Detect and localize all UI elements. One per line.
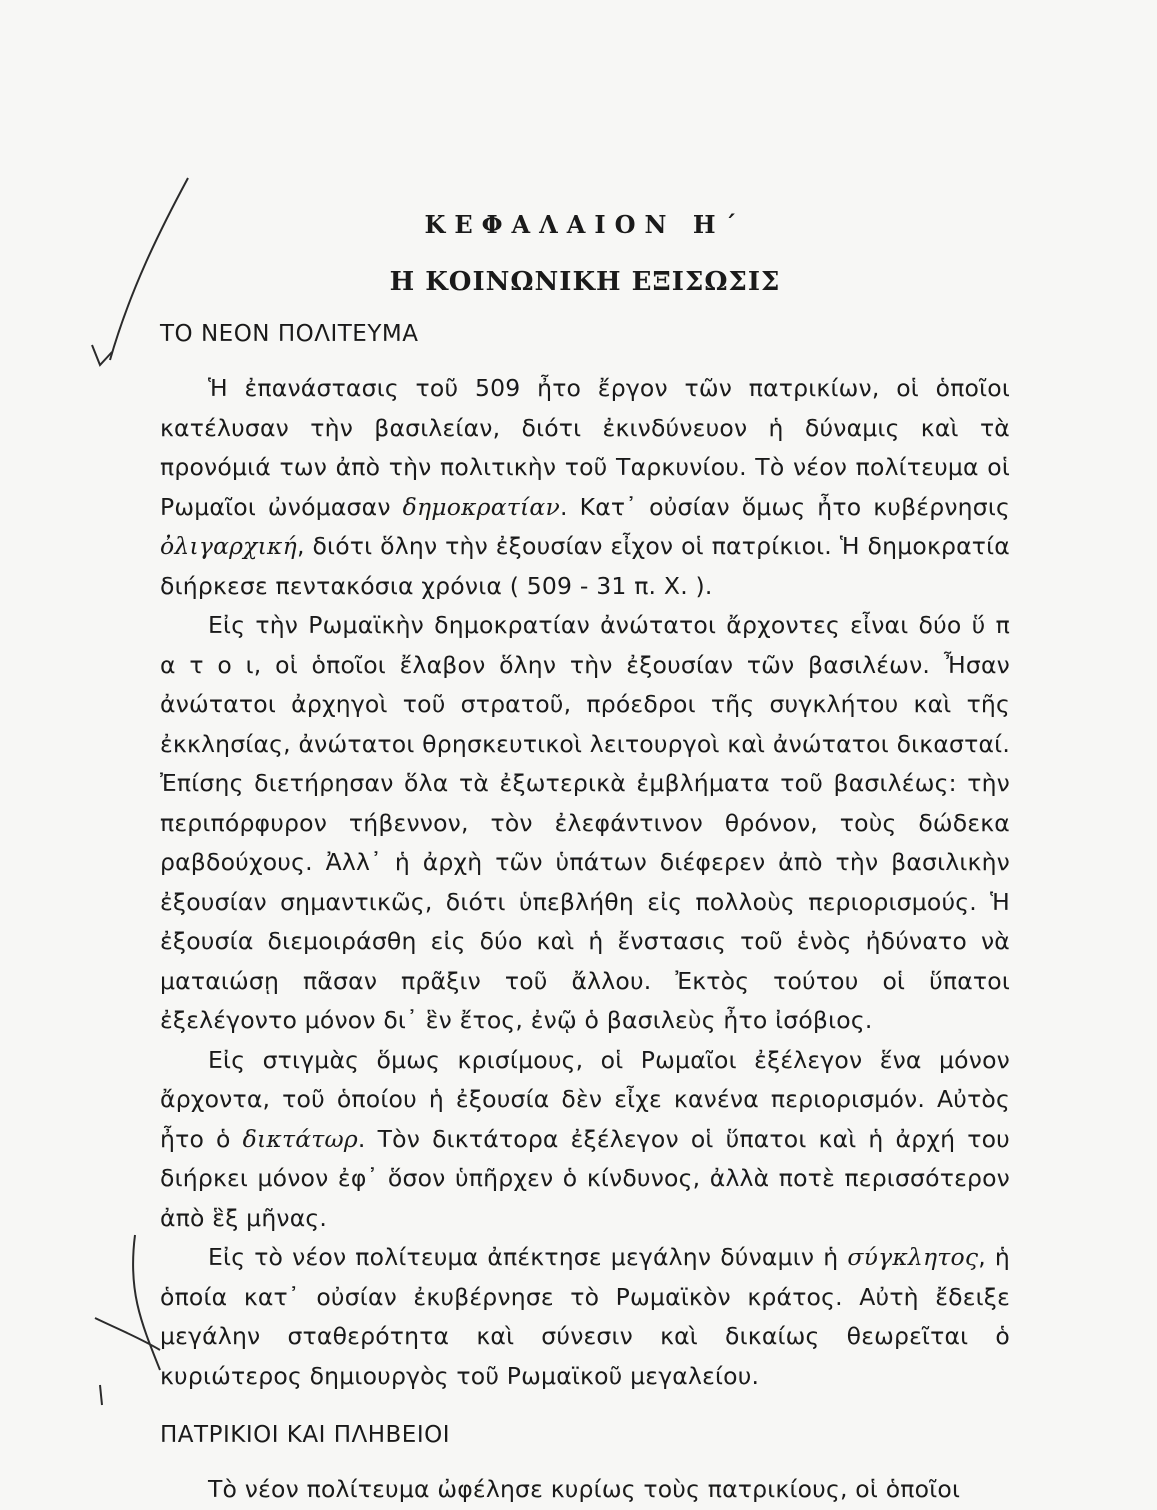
italic-term: δικτάτωρ: [242, 1124, 358, 1153]
italic-term: ὀλιγαρχική: [160, 532, 297, 560]
text-run: . Τὸν δικτάτορα ἐξέλεγον οἱ ὕπατοι καὶ ἡ ἀρχή του διήρκει μόνον ἐφ᾽ ὅσον ὑπῆρχεν ὁ κίνδυνος, ἀλλὰ ποτὲ περισσότερον ἀπὸ ἓξ μῆνας.: [160, 1124, 1010, 1232]
pencil-stroke-top: [110, 178, 188, 360]
chapter-title: Η ΚΟΙΝΩΝΙΚΗ ΕΞΙΣΩΣΙΣ: [389, 267, 781, 297]
text-run: , διότι ὅλην τὴν ἐξουσίαν εἶχον οἱ πατρίκιοι. Ἡ δημοκρατία διήρκεσε πεντακόσια χρόνια ( 509 - 31 π. Χ. ).: [160, 532, 1010, 600]
pencil-tick-bottom: [100, 1385, 102, 1405]
text-run: . Κατ᾽ οὐσίαν ὅμως ἦτο κυβέρνησις: [559, 492, 1010, 521]
italic-term: δημοκρατίαν: [402, 492, 560, 521]
text-run: Εἰς τὸ νέον πολίτευμα ἀπέκτησε μεγάλην δύναμιν ἡ: [208, 1243, 848, 1271]
section-heading-patricians-plebeians: ΠΑΤΡΙΚΙΟΙ ΚΑΙ ΠΛΗΒΕΙΟΙ: [160, 1422, 451, 1448]
text-run: Εἰς τὴν Ρωμαϊκὴν δημοκρατίαν ἀνώτατοι ἄρχοντες εἶναι δύο ὕ π α τ ο ι, οἱ ὁποῖοι ἔλαβον ὅλην τὴν ἐξουσίαν τῶν βασιλέων. Ἦσαν ἀνώτατοι ἀρχηγοὶ τοῦ στρατοῦ, πρόεδροι τῆς συγκλήτου καὶ τῆς ἐκκλησίας, ἀνώτατοι θρησκευτικοὶ λειτουργοὶ καὶ ἀνώτατοι δικασταί. Ἐπίσης διετήρησαν ὅλα τὰ ἐξωτερικὰ ἐμβλήματα τοῦ βασιλέως: τὴν περιπόρφυρον τήβεννον, τὸν ἐλεφάντινον θρόνον, τοὺς δώδεκα ραβδούχους. Ἀλλ᾽ ἡ ἀρχὴ τῶν ὑπάτων διέφερεν ἀπὸ τὴν βασιλικὴν ἐξουσίαν σημαντικῶς, διότι ὑπεβλήθη εἰς πολλοὺς περιορισμούς. Ἡ ἐξουσία διεμοιράσθη εἰς δύο καὶ ἡ ἔνστασις τοῦ ἑνὸς ἠδύνατο νὰ ματαιώσῃ πᾶσαν πρᾶξιν τοῦ ἄλλου. Ἐκτὸς τούτου οἱ ὕπατοι ἐξελέγοντο μόνον δι᾽ ἓν ἔτος, ἐνῷ ὁ βασιλεὺς ἦτο ἰσόβιος.: [160, 611, 1010, 1034]
text-run: Ἡ ἐπανάστασις τοῦ 509 ἦτο ἔργον τῶν πατρικίων, οἱ ὁποῖοι κατέλυσαν τὴν βασιλείαν, διότι ἐκινδύνευον ἡ δύναμις καὶ τὰ προνόμιά των ἀπὸ τὴν πολιτικὴν τοῦ Ταρκυνίου. Τὸ νέον πολίτευμα οἱ Ρωμαῖοι ὠνόμασαν: [160, 374, 1010, 521]
pencil-curl-bottom: [95, 1318, 160, 1350]
text-run: Εἰς στιγμὰς ὅμως κρισίμους, οἱ Ρωμαῖοι ἐξέλεγον ἕνα μόνον ἄρχοντα, τοῦ ὁποίου ἡ ἐξουσία δὲν εἶχε κανένα περιορισμόν. Αὐτὸς ἦτο ὁ: [160, 1045, 1010, 1153]
italic-term: σύγκλητος: [847, 1243, 979, 1271]
text-run: Τὸ νέον πολίτευμα ὠφέλησε κυρίως τοὺς πατρικίους, οἱ ὁποῖοι: [208, 1475, 961, 1503]
section-heading-new-constitution: ΤΟ ΝΕΟΝ ΠΟΛΙΤΕΥΜΑ: [160, 321, 419, 347]
text-run: , ἡ ὁποία κατ᾽ οὐσίαν ἐκυβέρνησε τὸ Ρωμαϊκὸν κράτος. Αὐτὴ ἔδειξε μεγάλην σταθερότητα καὶ σύνεσιν καὶ δικαίως θεωρεῖται ὁ κυριώτερος δημιουργὸς τοῦ Ρωμαϊκοῦ μεγαλείου.: [160, 1243, 1010, 1390]
pencil-tick-top: [92, 345, 112, 365]
pencil-stroke-bottom: [133, 1235, 160, 1370]
chapter-heading: ΚΕΦΑΛΑΙΟΝ Η΄: [424, 210, 746, 239]
